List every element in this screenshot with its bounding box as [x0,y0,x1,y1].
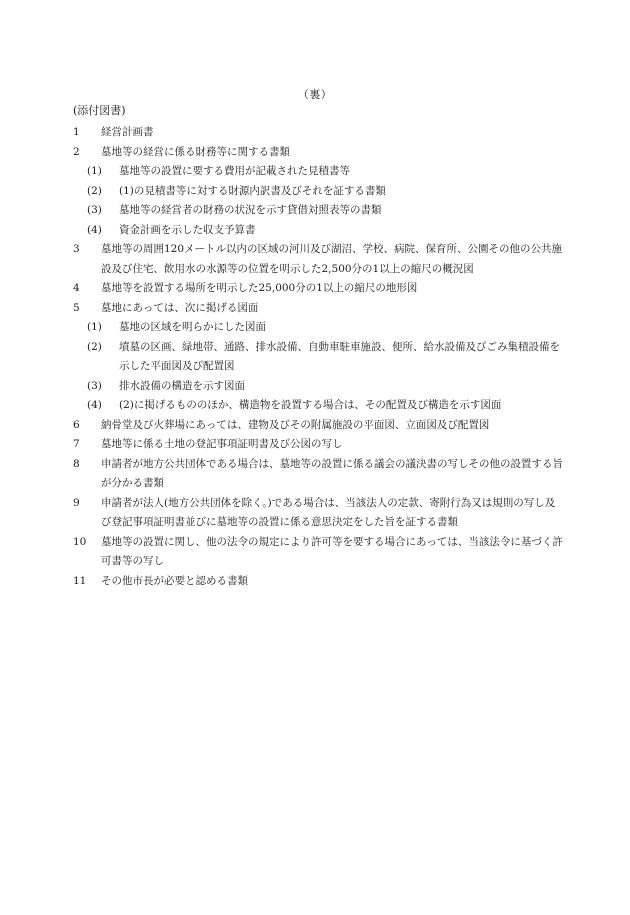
item-text: 納骨堂及び火葬場にあっては、建物及びその附属施設の平面図、立面図及び配置図 [101,418,490,431]
attached-documents-list [73,123,563,591]
item-number: 6 [73,418,80,431]
item-number: (3) [87,204,102,216]
attached-documents-heading: (添付図書) [73,104,126,117]
item-number: (2) [87,340,102,353]
list-item [73,533,563,572]
item-text: 申請者が法人(地方公共団体を除く。)である場合は、当該法人の定款、寄附行為又は規則の写し及び登記事項証明書並びに墓地等の設置に係る意思決定をした旨を証する書類 [101,496,556,528]
item-number: (3) [87,379,102,392]
item-number: 5 [73,301,80,314]
item-text: 申請者が地方公共団体である場合は、墓地等の設置に係る議会の議決書の写しその他の設置する旨が分かる書類 [101,457,563,489]
reverse-side-label: （裏） [297,88,333,101]
item-number: (4) [87,223,102,236]
item-number: (1) [87,321,102,333]
list-item [73,435,563,455]
item-number: 11 [73,574,87,587]
item-text: (1)の見積書等に対する財源内訳書及びそれを証する書類 [119,184,386,197]
item-text: (2)に掲げるもののほか、構造物を設置する場合は、その配置及び構造を示す図面 [119,399,502,411]
list-item [73,123,563,143]
list-item [73,318,563,338]
item-number: 1 [73,126,80,138]
list-item [73,221,563,241]
item-number: (2) [87,184,102,197]
list-item [73,396,563,416]
list-item [73,279,563,299]
list-item [73,377,563,397]
item-text: 墓地等の設置に関し、他の法令の規定により許可等を要する場合にあっては、当該法令に基づく許可書等の写し [101,535,563,567]
item-number: 9 [73,496,80,509]
item-text: 排水設備の構造を示す図面 [119,379,245,392]
item-text: 資金計画を示した収支予算書 [119,223,256,236]
item-number: 2 [73,145,80,158]
list-item [73,494,563,533]
item-text: 墓地等の設置に要する費用が記載された見積書等 [119,165,350,177]
item-number: 3 [73,243,80,255]
list-item [73,299,563,319]
item-text: 墓地の区域を明らかにした図面 [119,321,266,333]
item-number: 8 [73,457,80,470]
list-item [73,240,563,279]
list-item [73,416,563,436]
item-text: 経営計画書 [101,126,154,138]
item-text: 墓地等に係る土地の登記事項証明書及び公図の写し [101,438,343,450]
item-text: 墓地にあっては、次に掲げる図面 [101,301,259,314]
list-item [73,182,563,202]
item-text: 墓地等の周囲120メートル以内の区域の河川及び湖沼、学校、病院、保育所、公園その他の公共施設及び住宅、飲用水の水源等の位置を明示した2,500分の1以上の縮尺の概況図 [101,243,563,275]
list-item [73,572,563,592]
list-item [73,455,563,494]
item-text: 墓地等の経営者の財務の状況を示す貸借対照表等の書類 [119,204,382,216]
list-item [73,201,563,221]
list-item [73,143,563,163]
item-text: 墓地等の経営に係る財務等に関する書類 [101,145,290,158]
item-number: 10 [73,535,87,548]
list-item [73,162,563,182]
list-item [73,338,563,377]
item-number: (1) [87,165,102,177]
item-text: 墓地等を設置する場所を明示した25,000分の1以上の縮尺の地形図 [101,282,418,294]
item-number: 7 [73,438,80,450]
item-text: その他市長が必要と認める書類 [101,574,248,587]
item-number: 4 [73,282,80,294]
item-text: 墳墓の区画、緑地帯、通路、排水設備、自動車駐車施設、便所、給水設備及びごみ集積設備を示した平面図及び配置図 [119,340,560,372]
item-number: (4) [87,399,102,411]
